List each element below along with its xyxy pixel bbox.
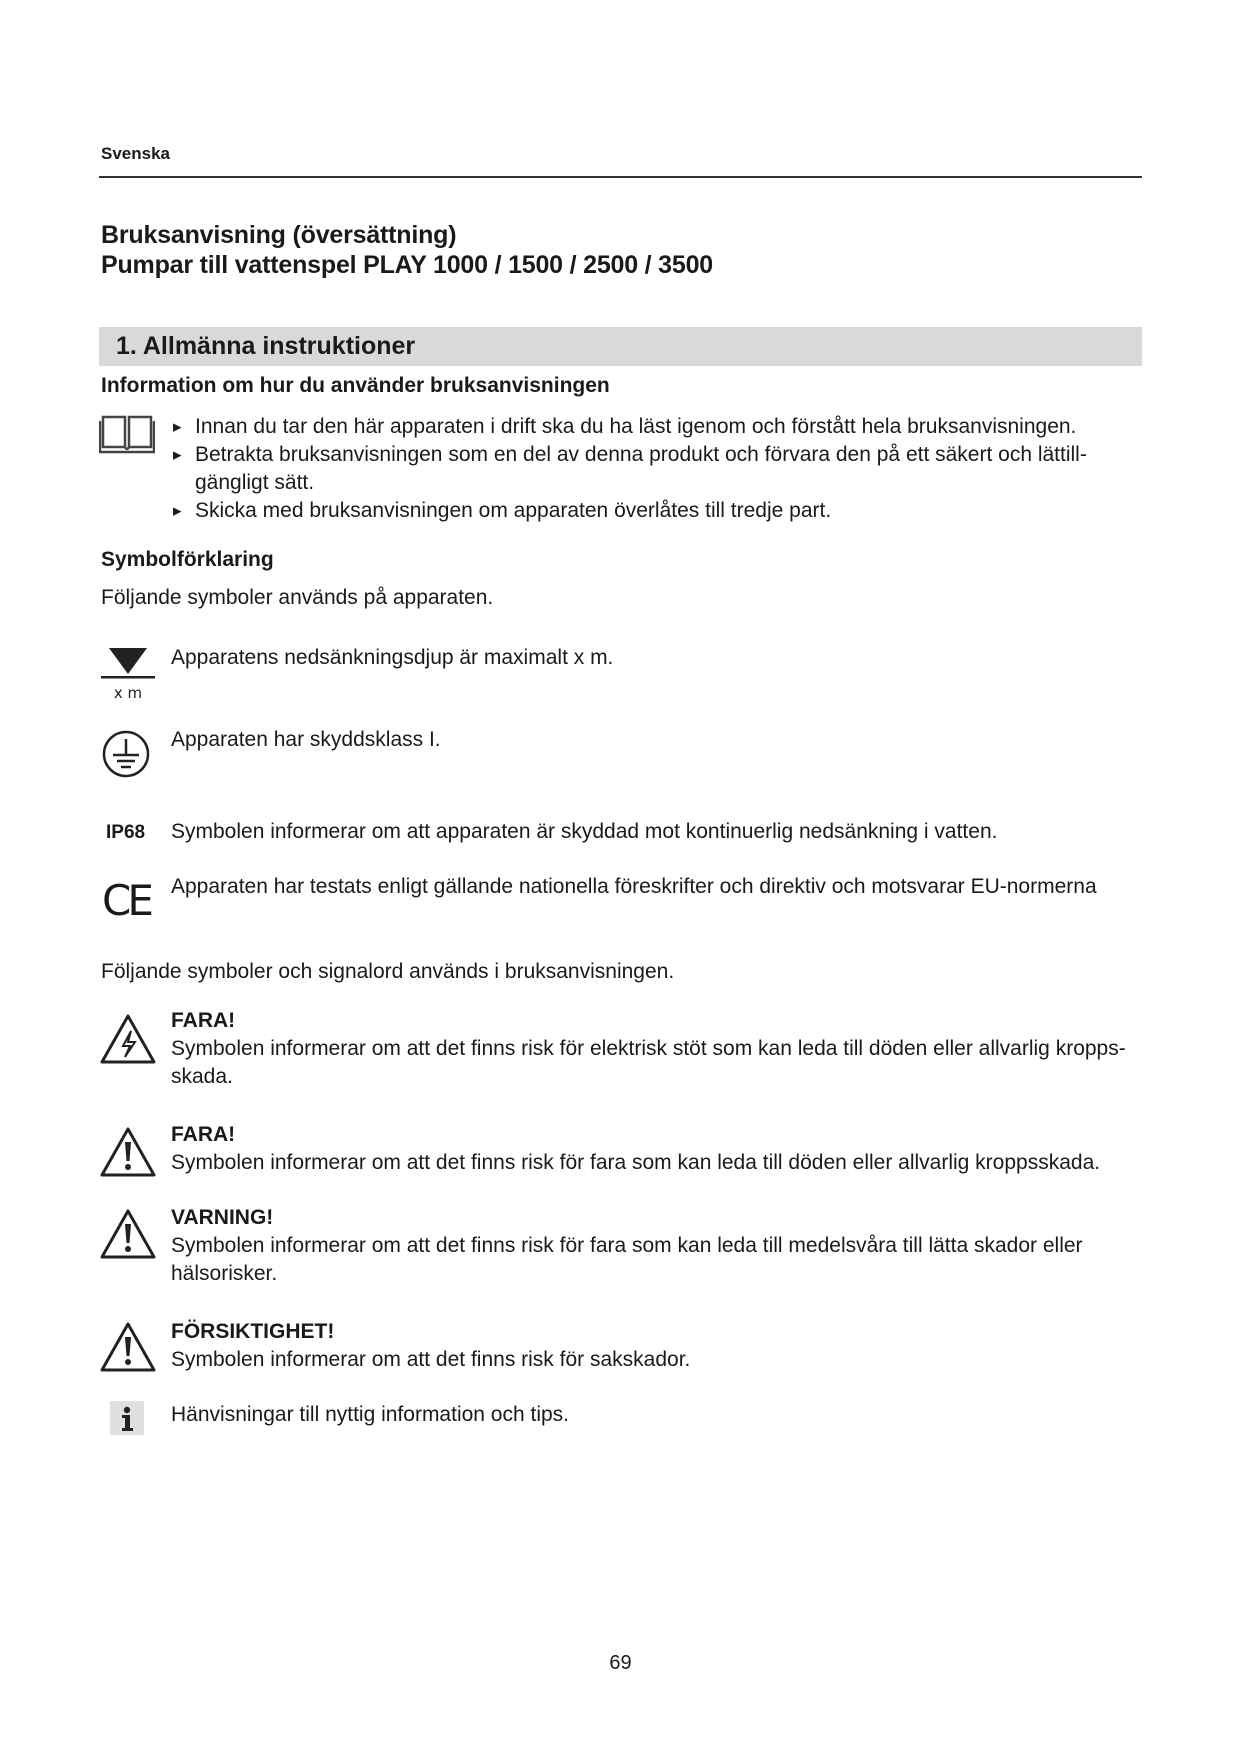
section-heading: 1. Allmänna instruktioner [116, 332, 416, 360]
warning-block [171, 1204, 1146, 1288]
warning-text: Symbolen informerar om att det finns risk för fara som kan leda till medelsvåra till lätta skador eller hälsorisker. [171, 1234, 1083, 1285]
symbol-intro: Följande symboler används på apparaten. [101, 586, 494, 609]
warning-text: Symbolen informerar om att det finns risk för sakskador. [171, 1348, 691, 1371]
ce-text: Apparaten har testats enligt gällande nationella föreskrifter och direktiv och motsvarar EU-normerna [171, 875, 1097, 898]
protective-earth-icon [101, 729, 151, 779]
instruction-list [173, 413, 1113, 525]
info-text: Hänvisningar till nyttig information och tips. [171, 1403, 570, 1426]
caution-block [171, 1318, 1146, 1374]
warning-text: Symbolen informerar om att det finns risk för fara som kan leda till döden eller allvarlig kroppsskada. [171, 1151, 1101, 1174]
depth-icon [99, 644, 157, 702]
depth-symbol-text: Apparatens nedsänkningsdjup är maximalt x m. [171, 646, 614, 669]
manual-book-icon [99, 411, 155, 455]
info-icon [110, 1401, 144, 1435]
warning-title: VARNING! [171, 1206, 274, 1229]
document-title: Bruksanvisning (översättning) [101, 221, 457, 249]
electric-warning-icon [99, 1013, 157, 1065]
danger-block [171, 1121, 1146, 1177]
depth-icon-label: x m [113, 684, 143, 702]
warning-text: Symbolen informerar om att det finns risk för elektrisk stöt som kan leda till döden eller allvarlig kropps-skada. [171, 1037, 1126, 1088]
warning-title: FÖRSIKTIGHET! [171, 1320, 335, 1343]
list-item: ▸ Innan du tar den här apparaten i drift ska du ha läst igenom och förstått hela bruksanvisningen. [173, 413, 1113, 441]
list-item: ▸ Betrakta bruksanvisningen som en del av denna produkt och förvara den på ett säkert och lättill-gängligt sätt. [173, 441, 1113, 497]
warning-title: FARA! [171, 1009, 236, 1032]
warning-triangle-icon [99, 1321, 157, 1373]
protection-class-text: Apparaten har skyddsklass I. [171, 728, 441, 751]
ip68-text: Symbolen informerar om att apparaten är skyddad mot kontinuerlig nedsänkning i vatten. [171, 820, 998, 843]
warning-title: FARA! [171, 1123, 236, 1146]
manual-symbols-intro: Följande symboler och signalord används i bruksanvisningen. [101, 960, 675, 983]
language-label: Svenska [101, 144, 170, 163]
warning-triangle-icon [99, 1208, 157, 1260]
page-number: 69 [609, 1652, 632, 1674]
document-subtitle: Pumpar till vattenspel PLAY 1000 / 1500 / 2500 / 3500 [101, 251, 713, 279]
warning-triangle-icon [99, 1126, 157, 1178]
ce-mark-icon: CE [102, 876, 150, 925]
info-heading: Information om hur du använder bruksanvisningen [101, 374, 610, 397]
symbol-heading: Symbolförklaring [101, 548, 274, 571]
list-item: ▸ Skicka med bruksanvisningen om apparaten överlåtes till tredje part. [173, 497, 1113, 525]
ip68-label: IP68 [106, 822, 146, 843]
danger-electric-block [171, 1007, 1146, 1091]
header-rule [99, 176, 1142, 178]
